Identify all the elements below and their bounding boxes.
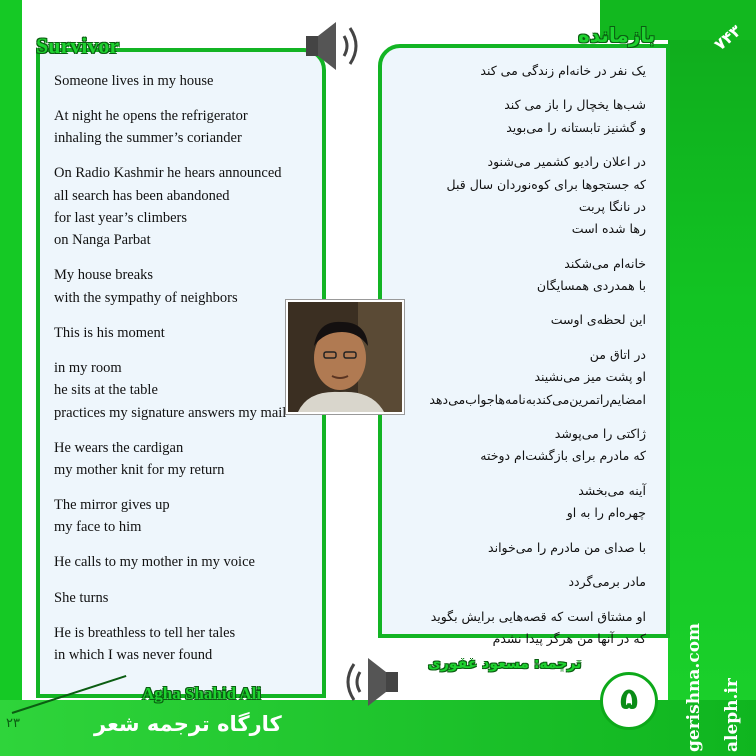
english-poem-panel [36,48,326,698]
poem-stanza [376,423,646,468]
poem-line: با همدردی همسایگان [536,277,646,293]
poem-line: This is his moment [54,324,165,341]
poem-stanza [376,94,646,139]
issue-number-badge: ۵ [600,672,658,730]
poem-line: practices my signature answers my mail [54,404,287,421]
poem-line: آینه می‌بخشد [578,482,646,498]
poem-stanza [376,537,646,559]
poem-stanza [54,494,354,539]
right-green-band [668,0,756,756]
poem-line: The mirror gives up [54,497,170,514]
poem-line: He is breathless to tell her tales [54,624,236,641]
speaker-icon-bottom[interactable] [340,650,404,714]
poem-line: شب‌ها یخچال را باز می کند [504,97,646,113]
poem-line: with the sympathy of neighbors [54,289,238,306]
poem-stanza [54,551,354,573]
poem-line: رها شده است [571,221,646,237]
persian-title: بازمانده [578,23,656,47]
poem-line: on Nanga Parbat [54,232,151,249]
poem-line: که جستجوها برای کوه‌نوردان سال قبل [446,176,646,192]
poem-stanza [376,309,646,331]
poem-line: چهره‌ام را به او [566,505,646,521]
poem-stanza [54,587,354,609]
poem-line: He wears the cardigan [54,439,184,456]
english-author: Agha Shahid Ali [142,684,262,703]
speaker-icon[interactable] [300,14,364,78]
workshop-title: کارگاه ترجمه شعر [94,712,282,736]
poem-line: My house breaks [54,267,154,284]
poem-line: my mother knit for my return [54,461,225,478]
page-number-bottom: ۲۳ [6,716,20,731]
left-green-band [0,0,22,700]
poem-stanza [376,253,646,298]
poem-line: inhaling the summer’s coriander [54,130,242,147]
poem-stanza [376,480,646,525]
poem-stanza [376,151,646,240]
persian-poem-panel [378,44,670,646]
poem-line: در اتاق من [589,346,646,362]
poem-stanza [376,606,646,651]
poem-stanza [54,437,354,482]
poem-line: در نانگا پربت [578,198,646,214]
poem-line: he sits at the table [54,382,158,399]
poem-stanza [54,622,354,667]
poem-line: She turns [54,589,109,606]
poem-line: با صدای من مادرم را می‌خواند [488,539,646,555]
poem-line: At night he opens the refrigerator [54,108,248,125]
poem-line: که مادرم برای بازگشت‌ام دوخته [480,448,646,464]
portrait-image [288,302,402,412]
poem-line: او پشت میز می‌نشیند [534,369,646,385]
poem-line: این لحظه‌ی اوست [550,312,646,328]
poem-line: ژاکتی را می‌پوشد [554,425,646,441]
poem-stanza [54,162,354,251]
poem-line: که در آنها من هرگز پیدا نشدم [492,630,646,646]
english-title: Survivor [36,33,120,58]
poem-stanza [54,105,354,150]
poem-line: در اعلان رادیو کشمیر می‌شنود [487,154,646,170]
poem-line: in my room [54,359,122,376]
poem-line: یک نفر در خانه‌ام زندگی می کند [480,63,646,78]
poem-line: He calls to my mother in my voice [54,554,255,571]
poem-line: خانه‌ام می‌شکند [564,255,646,271]
poem-line: امضایم‌راتمرین‌می‌کندبه‌نامه‌هاجواب‌می‌دهد [429,391,646,407]
website-aleph[interactable]: aleph.ir [722,678,742,752]
poem-line: all search has been abandoned [54,187,230,204]
poem-line: Someone lives in my house [54,73,214,89]
poem-line: مادر برمی‌گردد [568,574,646,590]
persian-poem-body [376,60,646,662]
poem-line: On Radio Kashmir he hears announced [54,165,282,182]
persian-translator: ترجمه: مسعود غفوری [428,656,582,672]
poem-line: in which I was never found [54,646,213,663]
poem-line: او مشتاق است که قصه‌هایی برایش بگوید [430,608,646,624]
poem-stanza [376,344,646,411]
author-photo [286,300,404,414]
poem-stanza [376,571,646,593]
website-gerishna[interactable]: gerishna.com [684,622,704,752]
poem-line: my face to him [54,519,142,536]
poem-line: و گشنیز تابستانه را می‌بوید [506,119,646,135]
poem-stanza [376,60,646,82]
page-number-top: ۷۴۳ [710,20,745,55]
poem-line: for last year’s climbers [54,210,188,227]
